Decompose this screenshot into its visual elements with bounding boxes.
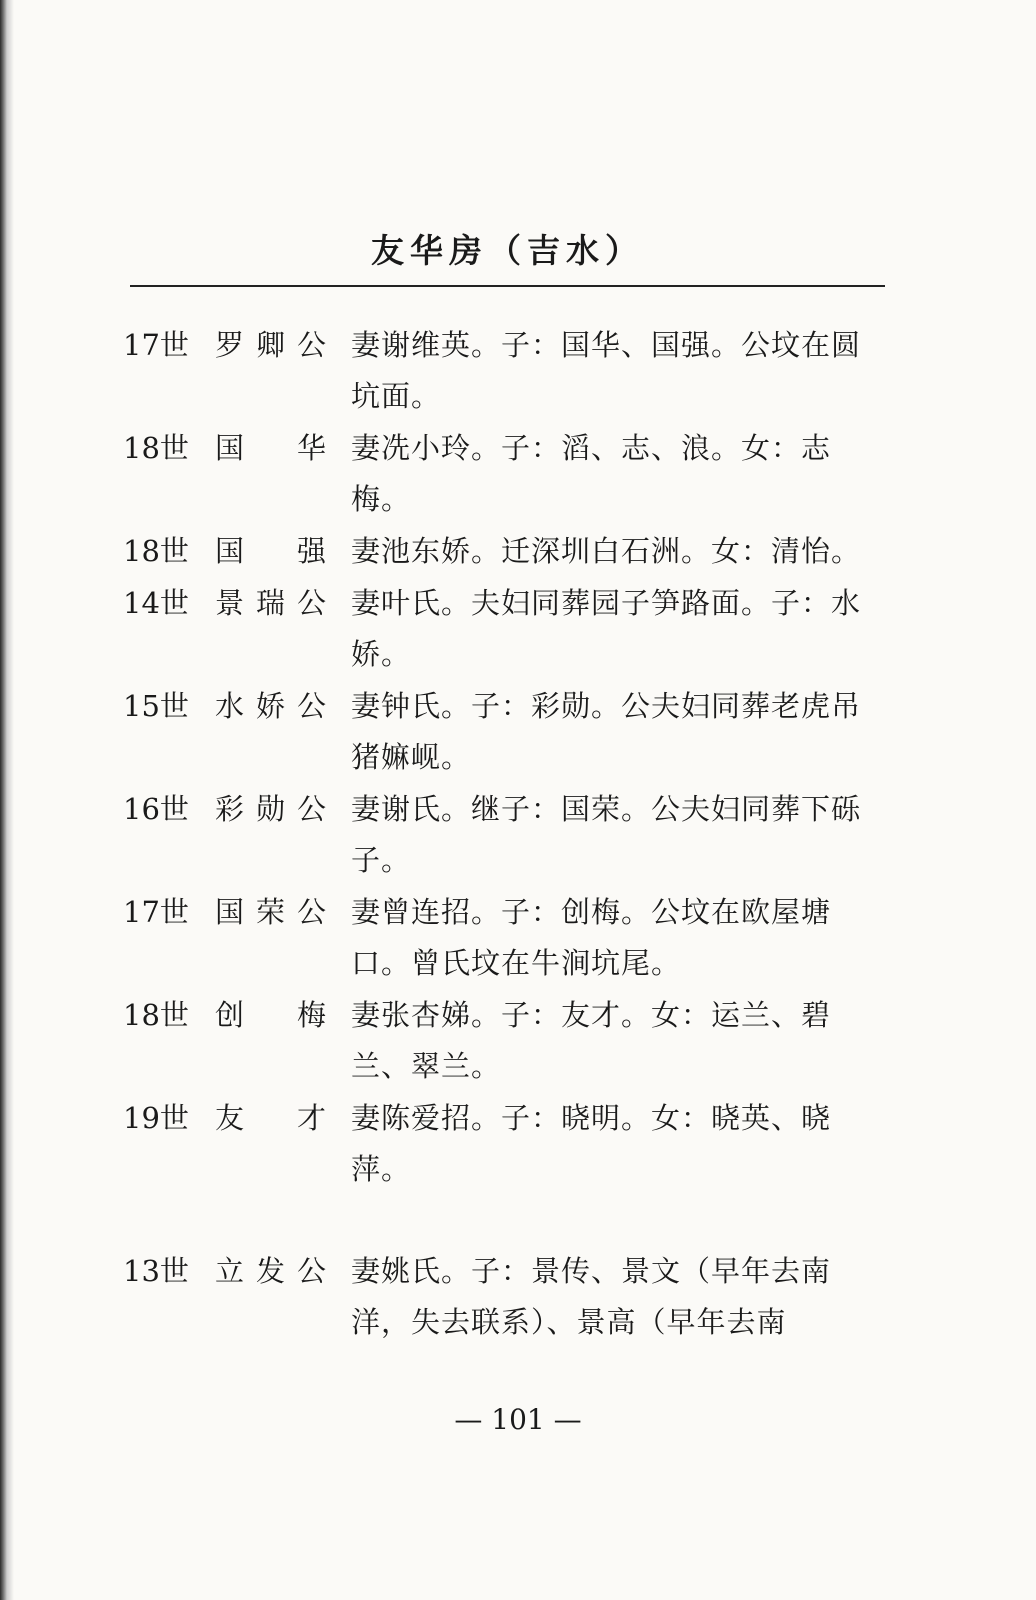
genealogy-entry <box>115 320 885 422</box>
page-edge-shadow <box>0 0 14 1600</box>
header-rule <box>130 285 885 287</box>
person-name: 国荣公 <box>215 895 327 929</box>
entry-description: 妻冼小玲。子：滔、志、浪。女：志梅。 <box>351 431 832 516</box>
genealogy-entry <box>115 887 885 989</box>
entry-description: 妻姚氏。子：景传、景文（早年去南洋，失去联系）、景高（早年去南 <box>351 1254 832 1339</box>
page-title: 友华房（吉水） <box>371 231 644 270</box>
entry-description: 妻谢氏。继子：国荣。公夫妇同葬下砾子。 <box>351 792 862 877</box>
entry-description: 妻曾连招。子：创梅。公坟在欧屋塘口。曾氏坟在牛涧坑尾。 <box>351 895 832 980</box>
genealogy-entry <box>115 1246 885 1348</box>
person-name: 国强 <box>215 534 327 568</box>
person-name: 罗卿公 <box>215 328 327 362</box>
page-header <box>130 225 885 285</box>
genealogy-entries <box>115 320 885 1349</box>
generation-label: 17世 <box>123 328 189 362</box>
genealogy-entry <box>115 1093 885 1195</box>
entry-description: 妻钟氏。子：彩勋。公夫妇同葬老虎吊猪嫲岘。 <box>351 689 862 774</box>
generation-label: 14世 <box>123 586 189 620</box>
genealogy-entry <box>115 526 885 577</box>
person-name: 立发公 <box>215 1254 327 1288</box>
genealogy-entry <box>115 681 885 783</box>
entry-description: 妻叶氏。夫妇同葬园子笋路面。子：水娇。 <box>351 586 862 671</box>
generation-label: 18世 <box>123 431 189 465</box>
generation-label: 17世 <box>123 895 189 929</box>
entry-description: 妻池东娇。迁深圳白石洲。女：清怡。 <box>351 534 862 568</box>
page-number: — 101 — <box>454 1403 582 1436</box>
person-name: 水娇公 <box>215 689 327 723</box>
generation-label: 13世 <box>123 1254 189 1288</box>
entry-description: 妻谢维英。子：国华、国强。公坟在圆坑面。 <box>351 328 862 413</box>
genealogy-entry <box>115 990 885 1092</box>
person-name: 创梅 <box>215 998 327 1032</box>
entry-description: 妻陈爱招。子：晓明。女：晓英、晓萍。 <box>351 1101 832 1186</box>
genealogy-entry <box>115 423 885 525</box>
person-name: 景瑞公 <box>215 586 327 620</box>
generation-label: 16世 <box>123 792 189 826</box>
generation-label: 15世 <box>123 689 189 723</box>
generation-label: 18世 <box>123 534 189 568</box>
person-name: 国华 <box>215 431 327 465</box>
person-name: 彩勋公 <box>215 792 327 826</box>
generation-label: 18世 <box>123 998 189 1032</box>
genealogy-entry <box>115 784 885 886</box>
genealogy-entry <box>115 578 885 680</box>
entry-description: 妻张杏娣。子：友才。女：运兰、碧兰、翠兰。 <box>351 998 832 1083</box>
generation-label: 19世 <box>123 1101 189 1135</box>
person-name: 友才 <box>215 1101 327 1135</box>
